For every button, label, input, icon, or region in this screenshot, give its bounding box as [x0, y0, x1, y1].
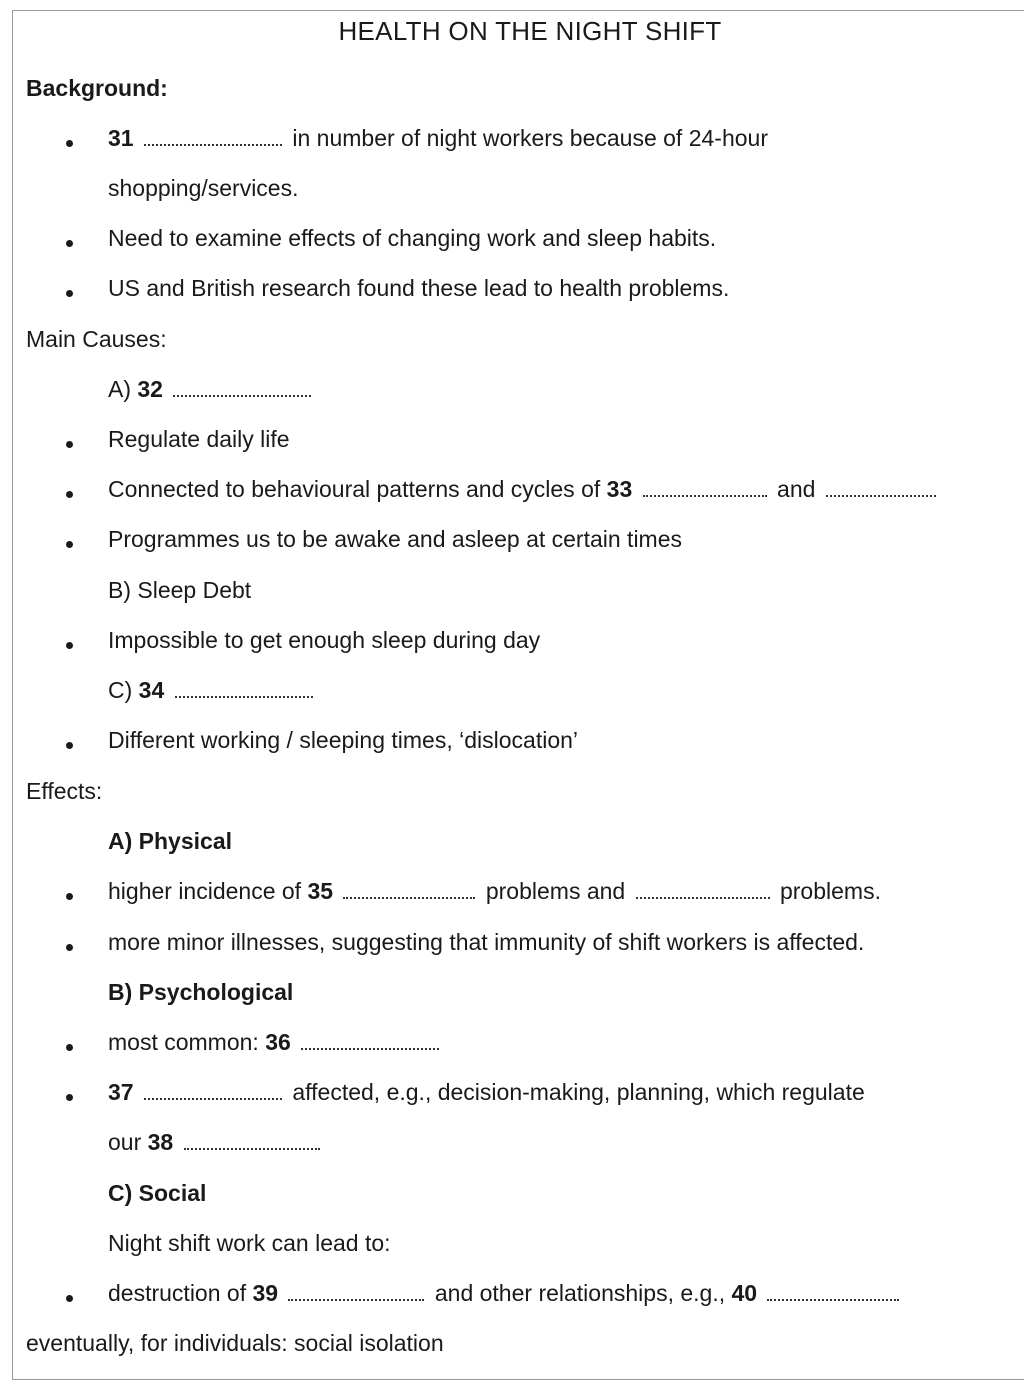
question-number: 35 [307, 878, 334, 904]
effect-b-item-2 [108, 1077, 865, 1107]
effect-a-item-2: more minor illnesses, suggesting that immunity of shift workers is affected. [108, 929, 865, 955]
item-text: Connected to behavioural patterns and cycles of [108, 476, 601, 502]
cause-a-heading [108, 374, 315, 404]
cause-b-heading: B) Sleep Debt [108, 577, 252, 603]
background-item-1 [108, 123, 768, 153]
effect-a-item-1 [108, 876, 881, 906]
background-heading: Background: [26, 75, 168, 101]
item-text: problems. [779, 878, 881, 904]
question-number: 32 [137, 376, 163, 402]
bullet [66, 1094, 73, 1101]
page-title: HEALTH ON THE NIGHT SHIFT [338, 16, 722, 46]
answer-blank-32[interactable] [173, 381, 311, 397]
bullet [66, 441, 73, 448]
answer-blank-40[interactable] [767, 1285, 899, 1301]
question-number: 34 [138, 677, 165, 703]
bullet [66, 240, 73, 247]
cause-a-item-1: Regulate daily life [108, 426, 290, 452]
question-number: 33 [606, 476, 633, 502]
item-text: in number of night workers because of 24-hour [292, 125, 768, 151]
effect-c-intro: Night shift work can lead to: [108, 1230, 391, 1256]
bullet [66, 491, 73, 498]
question-number: 40 [731, 1280, 758, 1306]
effect-b-heading: B) Psychological [108, 979, 294, 1005]
item-text: problems and [485, 878, 626, 904]
background-item-1-continued: shopping/services. [108, 175, 299, 201]
cause-a-item-3: Programmes us to be awake and asleep at certain times [108, 526, 683, 552]
answer-blank-39[interactable] [288, 1285, 424, 1301]
bullet [66, 642, 73, 649]
cause-b-item-1: Impossible to get enough sleep during day [108, 627, 541, 653]
effect-b-item-2-continued [108, 1127, 324, 1157]
cause-a-item-2 [108, 474, 940, 504]
question-number: 39 [252, 1280, 279, 1306]
effect-a-heading: A) Physical [108, 828, 232, 854]
effect-c-heading: C) Social [108, 1180, 207, 1206]
effects-heading: Effects: [26, 778, 103, 804]
answer-blank-31[interactable] [144, 130, 282, 146]
effect-c-item-1 [108, 1278, 903, 1308]
cause-c-heading [108, 675, 317, 705]
bullet [66, 290, 73, 297]
item-text: and other relationships, e.g., [434, 1280, 726, 1306]
bullet [66, 944, 73, 951]
question-number: 38 [147, 1129, 174, 1155]
question-number: 31 [108, 125, 134, 151]
answer-blank-35b[interactable] [636, 883, 770, 899]
item-text: higher incidence of [108, 878, 302, 904]
bullet [66, 541, 73, 548]
item-text: and [777, 476, 816, 502]
question-number: 36 [265, 1029, 291, 1055]
closing-line: eventually, for individuals: social isolation [26, 1330, 444, 1356]
answer-blank-35a[interactable] [343, 883, 475, 899]
answer-blank-34[interactable] [175, 682, 313, 698]
background-item-3: US and British research found these lead to health problems. [108, 275, 730, 301]
bullet [66, 1295, 73, 1302]
item-text: affected, e.g., decision-making, planning, which regulate [292, 1079, 865, 1105]
effect-b-item-1 [108, 1027, 443, 1057]
answer-blank-33a[interactable] [643, 481, 767, 497]
background-item-2: Need to examine effects of changing work and sleep habits. [108, 225, 717, 251]
question-number: 37 [108, 1079, 134, 1105]
main-causes-heading: Main Causes: [26, 326, 167, 352]
item-text: destruction of [108, 1280, 247, 1306]
cause-a-label: A) [108, 376, 131, 402]
item-text: our [108, 1129, 142, 1155]
bullet [66, 742, 73, 749]
item-text: most common: [108, 1029, 259, 1055]
cause-c-label: C) [108, 677, 133, 703]
bullet [66, 893, 73, 900]
answer-blank-33b[interactable] [826, 481, 936, 497]
answer-blank-37[interactable] [144, 1084, 282, 1100]
bullet [66, 1044, 73, 1051]
bullet [66, 140, 73, 147]
answer-blank-36[interactable] [301, 1034, 439, 1050]
answer-blank-38[interactable] [184, 1134, 320, 1150]
cause-c-item-1: Different working / sleeping times, ‘dislocation’ [108, 727, 579, 753]
